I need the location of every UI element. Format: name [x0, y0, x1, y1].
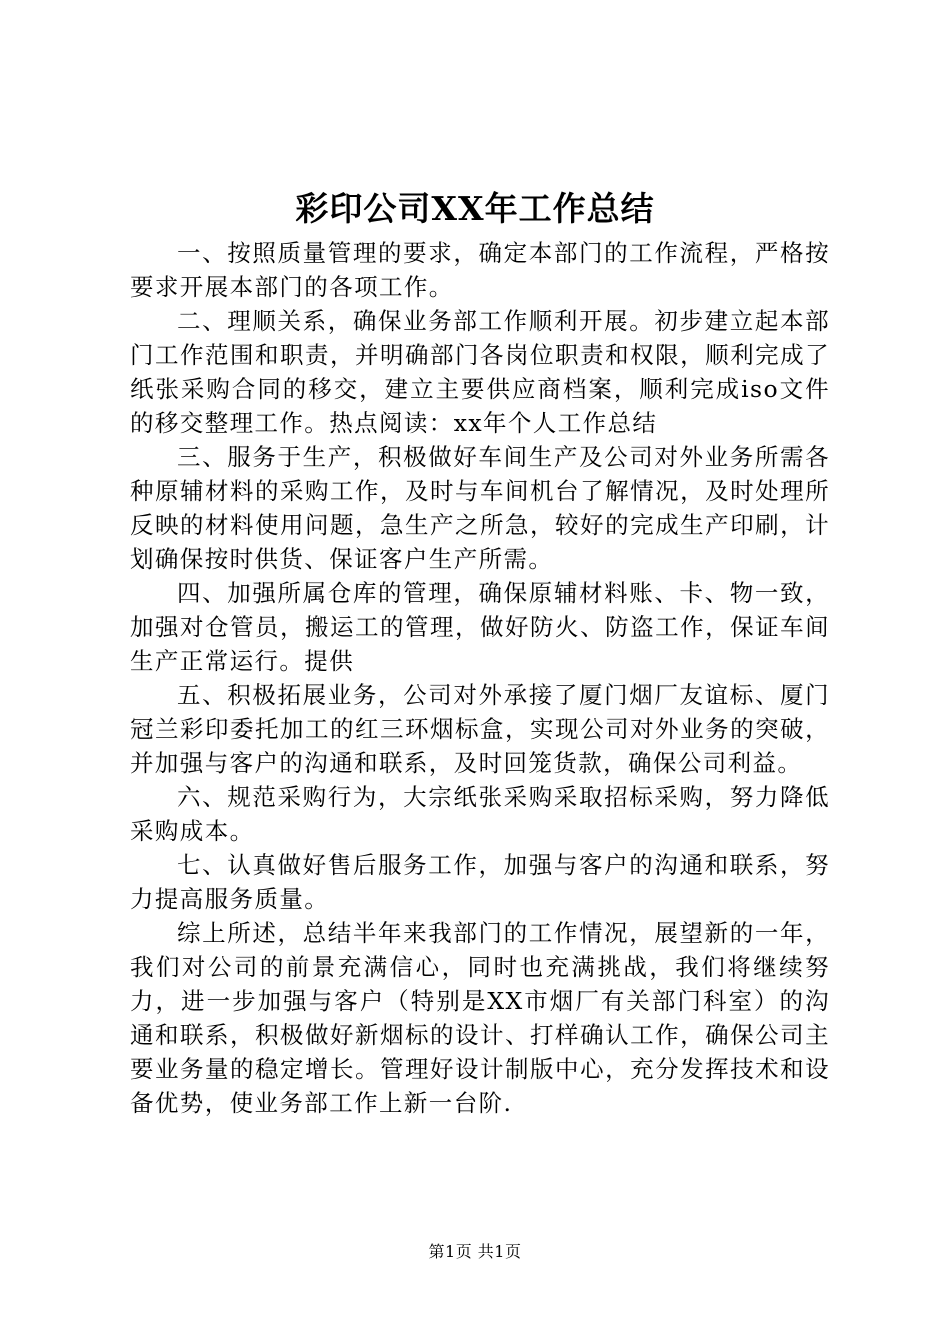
paragraph-5: 五、积极拓展业务，公司对外承接了厦门烟厂友谊标、厦门冠兰彩印委托加工的红三环烟标盒，实现公司对外业务的突破，并加强与客户的沟通和联系，及时回笼货款，确保公司利益。	[130, 681, 830, 777]
page-footer: 第1页 共1页	[428, 1242, 522, 1261]
paragraph-1: 一、按照质量管理的要求，确定本部门的工作流程，严格按要求开展本部门的各项工作。	[130, 239, 830, 301]
paragraph-8: 综上所述，总结半年来我部门的工作情况，展望新的一年，我们对公司的前景充满信心，同时也充满挑战，我们将继续努力，进一步加强与客户（特别是XX市烟厂有关部门科室）的沟通和联系，积极做好新烟标的设计、打样确认工作，确保公司主要业务量的稳定增长。管理好设计制版中心，充分发挥技术和设备优势，使业务部工作上新一台阶.	[130, 919, 830, 1117]
paragraph-7: 七、认真做好售后服务工作，加强与客户的沟通和联系，努力提高服务质量。	[130, 851, 830, 913]
paragraph-4: 四、加强所属仓库的管理，确保原辅材料账、卡、物一致，加强对仓管员，搬运工的管理，做好防火、防盗工作，保证车间生产正常运行。提供	[130, 579, 830, 675]
paragraph-6: 六、规范采购行为，大宗纸张采购采取招标采购，努力降低采购成本。	[130, 783, 830, 845]
document-body	[130, 236, 830, 1120]
document-title: 彩印公司XX年工作总结	[295, 189, 655, 228]
paragraph-2: 二、理顺关系，确保业务部工作顺利开展。初步建立起本部门工作范围和职责，并明确部门各岗位职责和权限，顺利完成了纸张采购合同的移交，建立主要供应商档案，顺利完成iso文件的移交整理工作。热点阅读：xx年个人工作总结	[130, 307, 830, 437]
paragraph-3: 三、服务于生产，积极做好车间生产及公司对外业务所需各种原辅材料的采购工作，及时与车间机台了解情况，及时处理所反映的材料使用问题，急生产之所急，较好的完成生产印刷，计划确保按时供货、保证客户生产所需。	[130, 443, 830, 573]
